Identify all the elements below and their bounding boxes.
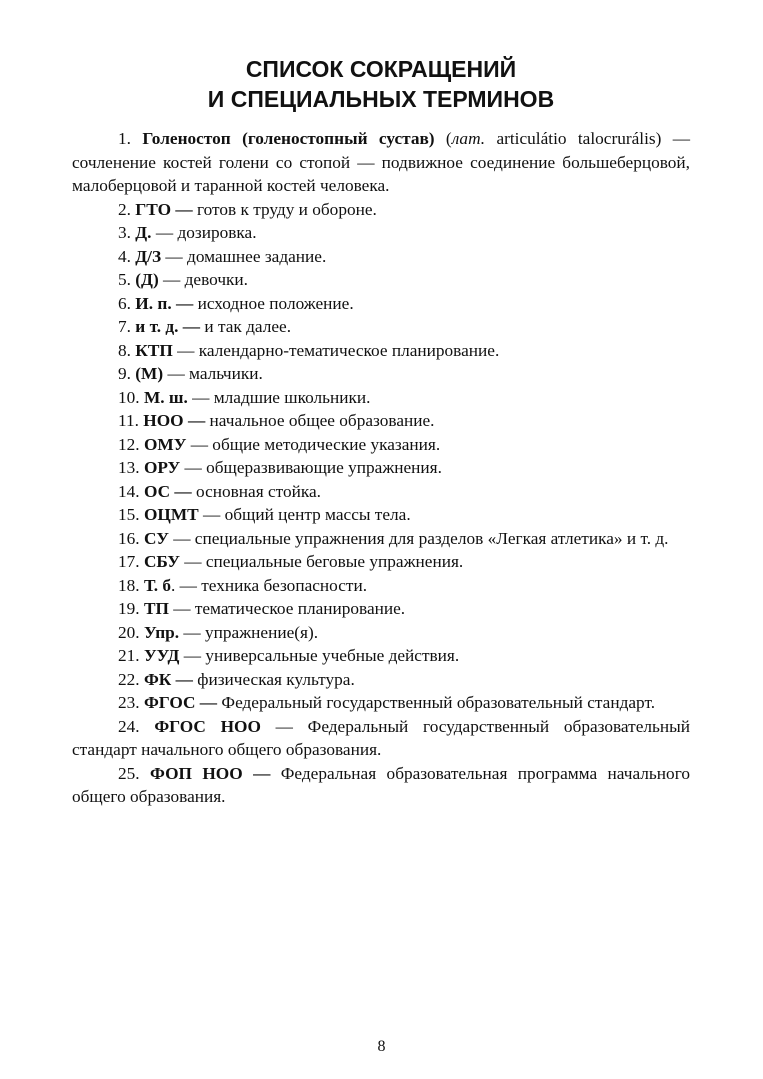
item-number: 14. — [118, 481, 140, 501]
item-number: 17. — [118, 552, 140, 571]
list-item — [72, 503, 690, 527]
item-number: 4. — [118, 246, 131, 266]
page-number: 8 — [377, 1038, 386, 1055]
item-definition: — общеразвивающие упражнения. — [180, 458, 442, 477]
list-item — [72, 691, 690, 715]
item-term: ГТО — — [135, 199, 193, 219]
item-term: ФГОС — — [143, 693, 218, 712]
item-term: Д/З — [135, 246, 162, 266]
abbreviation-list — [72, 127, 690, 809]
item-definition: Федеральный государственный образовательный стандарт. — [217, 693, 656, 712]
list-item — [72, 362, 690, 386]
list-item — [72, 668, 690, 692]
list-item — [72, 268, 690, 292]
list-item — [72, 292, 690, 316]
list-item — [72, 480, 690, 504]
page-title — [72, 54, 690, 114]
item-term: ФК — — [143, 669, 193, 689]
item-punct: ( — [434, 129, 452, 148]
list-item — [72, 715, 690, 762]
item-number: 1. — [118, 129, 131, 148]
list-item — [72, 339, 690, 363]
item-term: и т. д. — — [135, 317, 201, 336]
item-number: 10. — [118, 387, 140, 407]
item-definition: физическая культура. — [192, 669, 355, 689]
item-definition: — девочки. — [158, 270, 248, 289]
list-item — [72, 127, 690, 198]
item-term: Д. — [135, 223, 152, 242]
item-term: Упр. — [143, 622, 180, 642]
item-term: КТП — [135, 340, 173, 360]
document-page — [72, 54, 690, 809]
item-number: 20. — [118, 622, 140, 642]
item-definition: — специальные беговые упражнения. — [179, 552, 464, 571]
list-item — [72, 315, 690, 339]
item-number: 6. — [118, 293, 131, 313]
item-definition: — общие методические указания. — [186, 434, 441, 454]
item-definition: — Федеральный государственный образовательный стандарт начального общего образования. — [72, 716, 690, 759]
item-term: (Д) — [135, 270, 159, 289]
item-definition: — домашнее задание. — [161, 246, 327, 266]
list-item — [72, 550, 690, 574]
item-definition: — календарно-тематическое планирование. — [172, 340, 500, 360]
item-definition: — упражнение(я). — [179, 622, 319, 642]
item-number: 16. — [118, 528, 140, 548]
list-item — [72, 597, 690, 621]
item-term: ФОП НОО — — [150, 763, 271, 783]
list-item — [72, 386, 690, 410]
item-definition: и так далее. — [200, 317, 292, 336]
list-item — [72, 762, 690, 809]
item-term: ОМУ — [143, 434, 187, 454]
item-number: 18. — [118, 575, 140, 595]
item-definition: Федеральная образовательная программа начального общего образования. — [72, 763, 690, 806]
title-line-2: И СПЕЦИАЛЬНЫХ ТЕРМИНОВ — [207, 86, 555, 112]
item-term: И. п. — — [135, 293, 194, 313]
item-term: Т. б — [143, 575, 172, 595]
list-item — [72, 245, 690, 269]
item-term: ОЦМТ — [143, 505, 199, 524]
item-number: 22. — [118, 669, 140, 689]
item-number: 3. — [118, 223, 131, 242]
item-term: (М) — [135, 364, 164, 383]
list-item — [72, 409, 690, 433]
item-definition: — специальные упражнения для разделов «Легкая атлетика» и т. д. — [168, 528, 669, 548]
item-number: 19. — [118, 599, 140, 618]
item-definition: — тематическое планирование. — [168, 599, 406, 618]
item-term: ФГОС НОО — [154, 716, 261, 736]
item-definition: готов к труду и обороне. — [192, 199, 377, 219]
list-item — [72, 527, 690, 551]
item-number: 12. — [118, 434, 140, 454]
item-number: 21. — [118, 646, 140, 665]
item-term: СУ — [143, 528, 169, 548]
item-definition: articulátio talocrurális) — сочленение костей голени со стопой — подвижное соединение большеберцовой, малоберцовой и таранной костей человека. — [72, 129, 690, 195]
item-definition: — дозировка. — [151, 223, 257, 242]
list-item — [72, 574, 690, 598]
list-item — [72, 456, 690, 480]
item-term: СБУ — [143, 552, 180, 571]
item-number: 11. — [118, 411, 139, 430]
item-number: 23. — [118, 693, 140, 712]
item-definition: основная стойка. — [191, 481, 321, 501]
item-number: 25. — [118, 763, 140, 783]
list-item — [72, 198, 690, 222]
item-number: 2. — [118, 199, 131, 219]
item-term: УУД — [143, 646, 180, 665]
item-definition: начальное общее образование. — [205, 411, 435, 430]
item-number: 7. — [118, 317, 131, 336]
item-term: Голеностоп (голеностопный сустав) — [142, 129, 435, 148]
item-definition: — младшие школьники. — [187, 387, 371, 407]
item-term: М. ш. — [143, 387, 188, 407]
item-term: ОРУ — [143, 458, 181, 477]
item-number: 15. — [118, 505, 140, 524]
item-term: НОО — — [143, 411, 206, 430]
list-item — [72, 644, 690, 668]
item-number: 9. — [118, 364, 131, 383]
item-definition: . — техника безопасности. — [171, 575, 368, 595]
item-definition: — универсальные учебные действия. — [179, 646, 460, 665]
list-item — [72, 621, 690, 645]
item-number: 5. — [118, 270, 131, 289]
item-number: 13. — [118, 458, 140, 477]
list-item — [72, 433, 690, 457]
item-term: ОС — — [143, 481, 192, 501]
item-definition: — общий центр массы тела. — [198, 505, 411, 524]
title-line-1: СПИСОК СОКРАЩЕНИЙ — [245, 56, 517, 82]
item-term: ТП — [143, 599, 169, 618]
item-definition: исходное положение. — [193, 293, 354, 313]
item-lang-marker: лат. — [451, 129, 486, 148]
list-item — [72, 221, 690, 245]
item-definition: — мальчики. — [163, 364, 263, 383]
item-number: 8. — [118, 340, 131, 360]
item-number: 24. — [118, 716, 140, 736]
